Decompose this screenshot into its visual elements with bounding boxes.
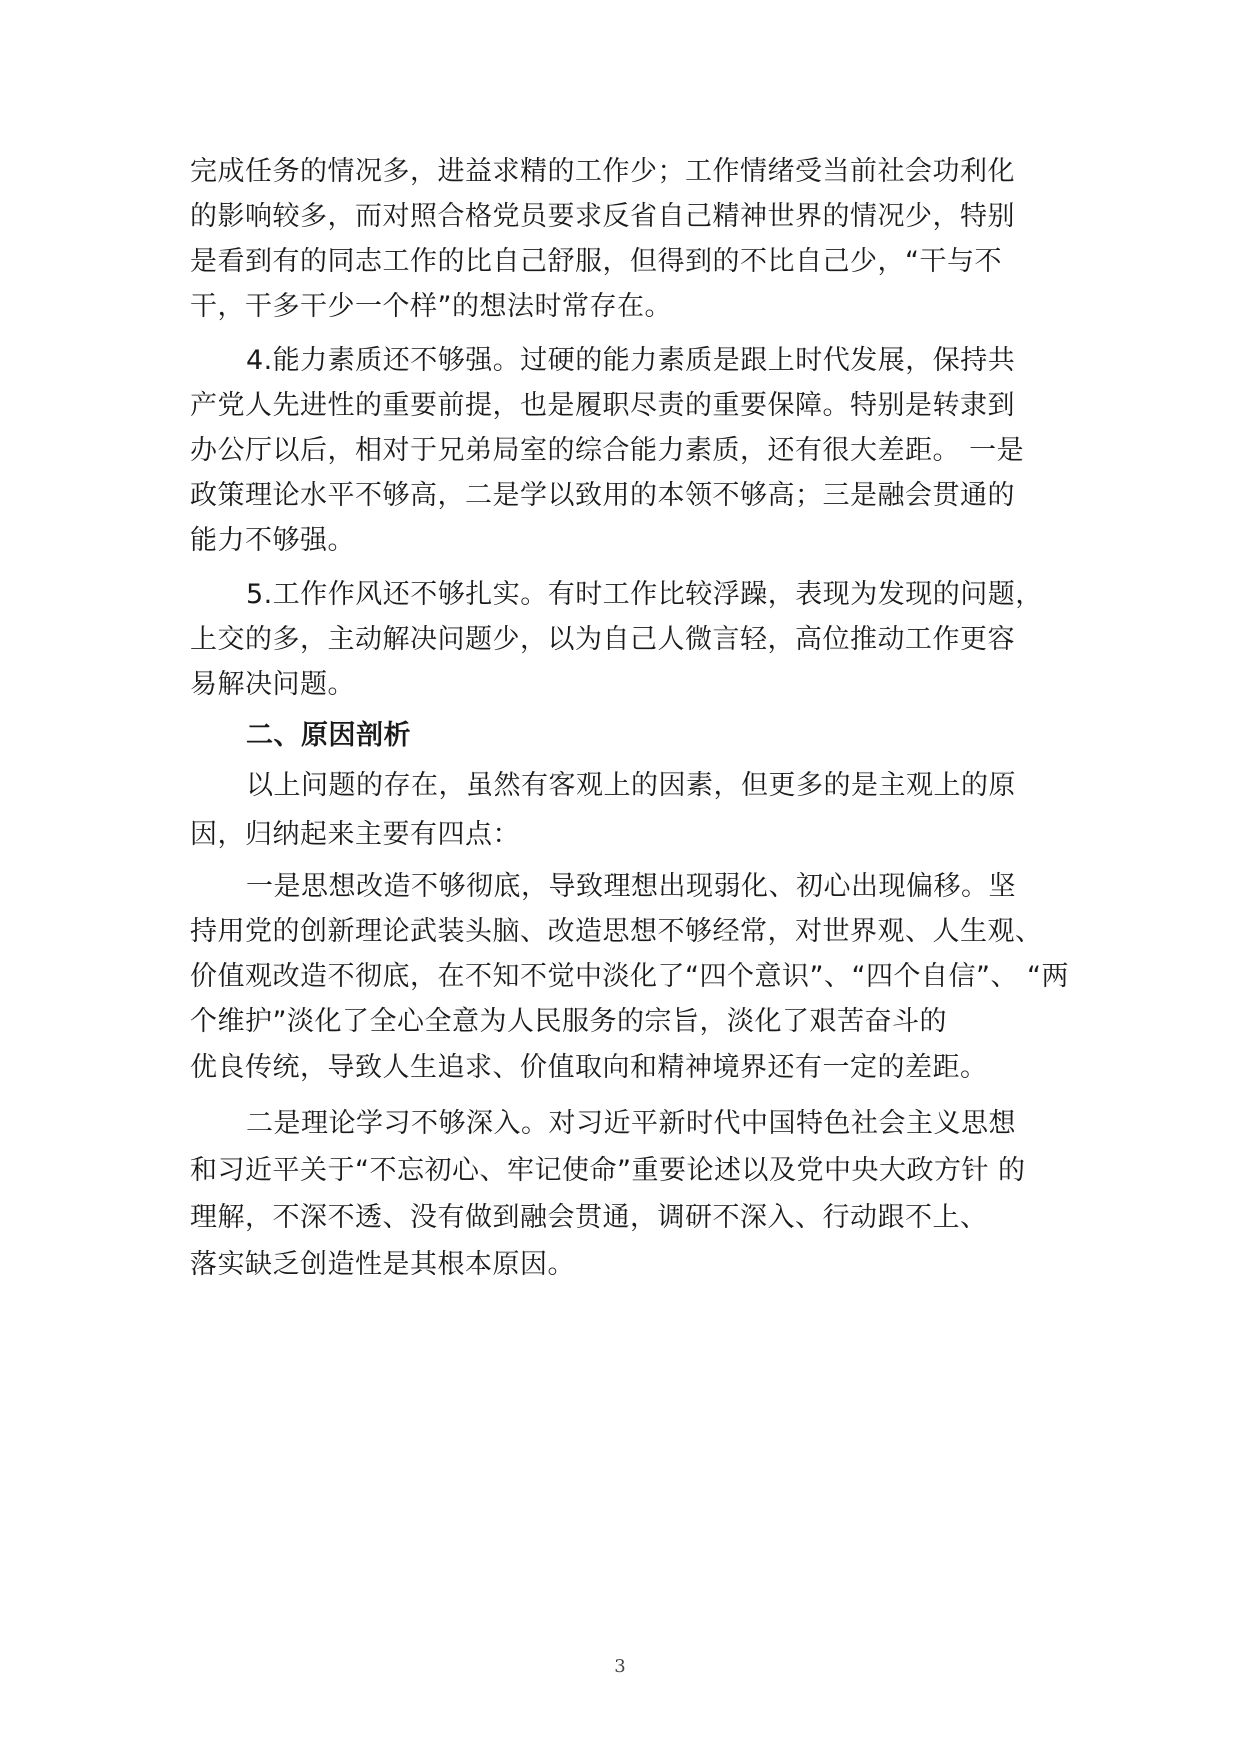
body-line: 政策理论水平不够高，二是学以致用的本领不够高；三是融会贯通的 [190, 480, 1015, 511]
page-number: 3 [614, 1656, 626, 1677]
body-line: 产党人先进性的重要前提，也是履职尽责的重要保障。特别是转隶到 [190, 390, 1015, 421]
body-line: 个维护”淡化了全心全意为人民服务的宗旨，淡化了艰苦奋斗的 [190, 1006, 947, 1037]
body-line: 办公厅以后，相对于兄弟局室的综合能力素质，还有很大差距。 一是 [190, 435, 1025, 466]
section-heading: 二、原因剖析 [246, 720, 411, 751]
body-line: 和习近平关于“不忘初心、牢记使命”重要论述以及党中央大政方针 的 [190, 1155, 1026, 1186]
body-line: 因，归纳起来主要有四点： [190, 819, 520, 850]
body-line: 落实缺乏创造性是其根本原因。 [190, 1249, 575, 1280]
body-line: 的影响较多，而对照合格党员要求反省自己精神世界的情况少，特别 [190, 201, 1015, 232]
body-line: 一是思想改造不够彻底，导致理想出现弱化、初心出现偏移。坚 [246, 871, 1016, 902]
body-line: 上交的多，主动解决问题少，以为自己人微言轻，高位推动工作更容 [190, 624, 1015, 655]
body-line: 价值观改造不彻底，在不知不觉中淡化了“四个意识”、“四个自信”、 “两 [190, 961, 1070, 992]
body-line: 完成任务的情况多，进益求精的工作少；工作情绪受当前社会功利化 [190, 156, 1015, 187]
body-line: 4.能力素质还不够强。过硬的能力素质是跟上时代发展，保持共 [246, 345, 1016, 376]
body-line: 能力不够强。 [190, 525, 355, 556]
body-line: 是看到有的同志工作的比自己舒服，但得到的不比自己少，“干与不 [190, 246, 1002, 277]
body-line: 持用党的创新理论武装头脑、改造思想不够经常，对世界观、人生观、 [190, 916, 1043, 947]
body-line: 理解，不深不透、没有做到融会贯通，调研不深入、行动跟不上、 [190, 1202, 988, 1233]
body-line: 干，干多干少一个样”的想法时常存在。 [190, 291, 672, 322]
body-line: 优良传统，导致人生追求、价值取向和精神境界还有一定的差距。 [190, 1052, 988, 1083]
body-line: 易解决问题。 [190, 669, 355, 700]
body-line: 二是理论学习不够深入。对习近平新时代中国特色社会主义思想 [246, 1108, 1016, 1139]
body-line: 5.工作作风还不够扎实。有时工作比较浮躁，表现为发现的问题， [246, 579, 1043, 610]
body-line: 以上问题的存在，虽然有客观上的因素，但更多的是主观上的原 [246, 770, 1016, 801]
